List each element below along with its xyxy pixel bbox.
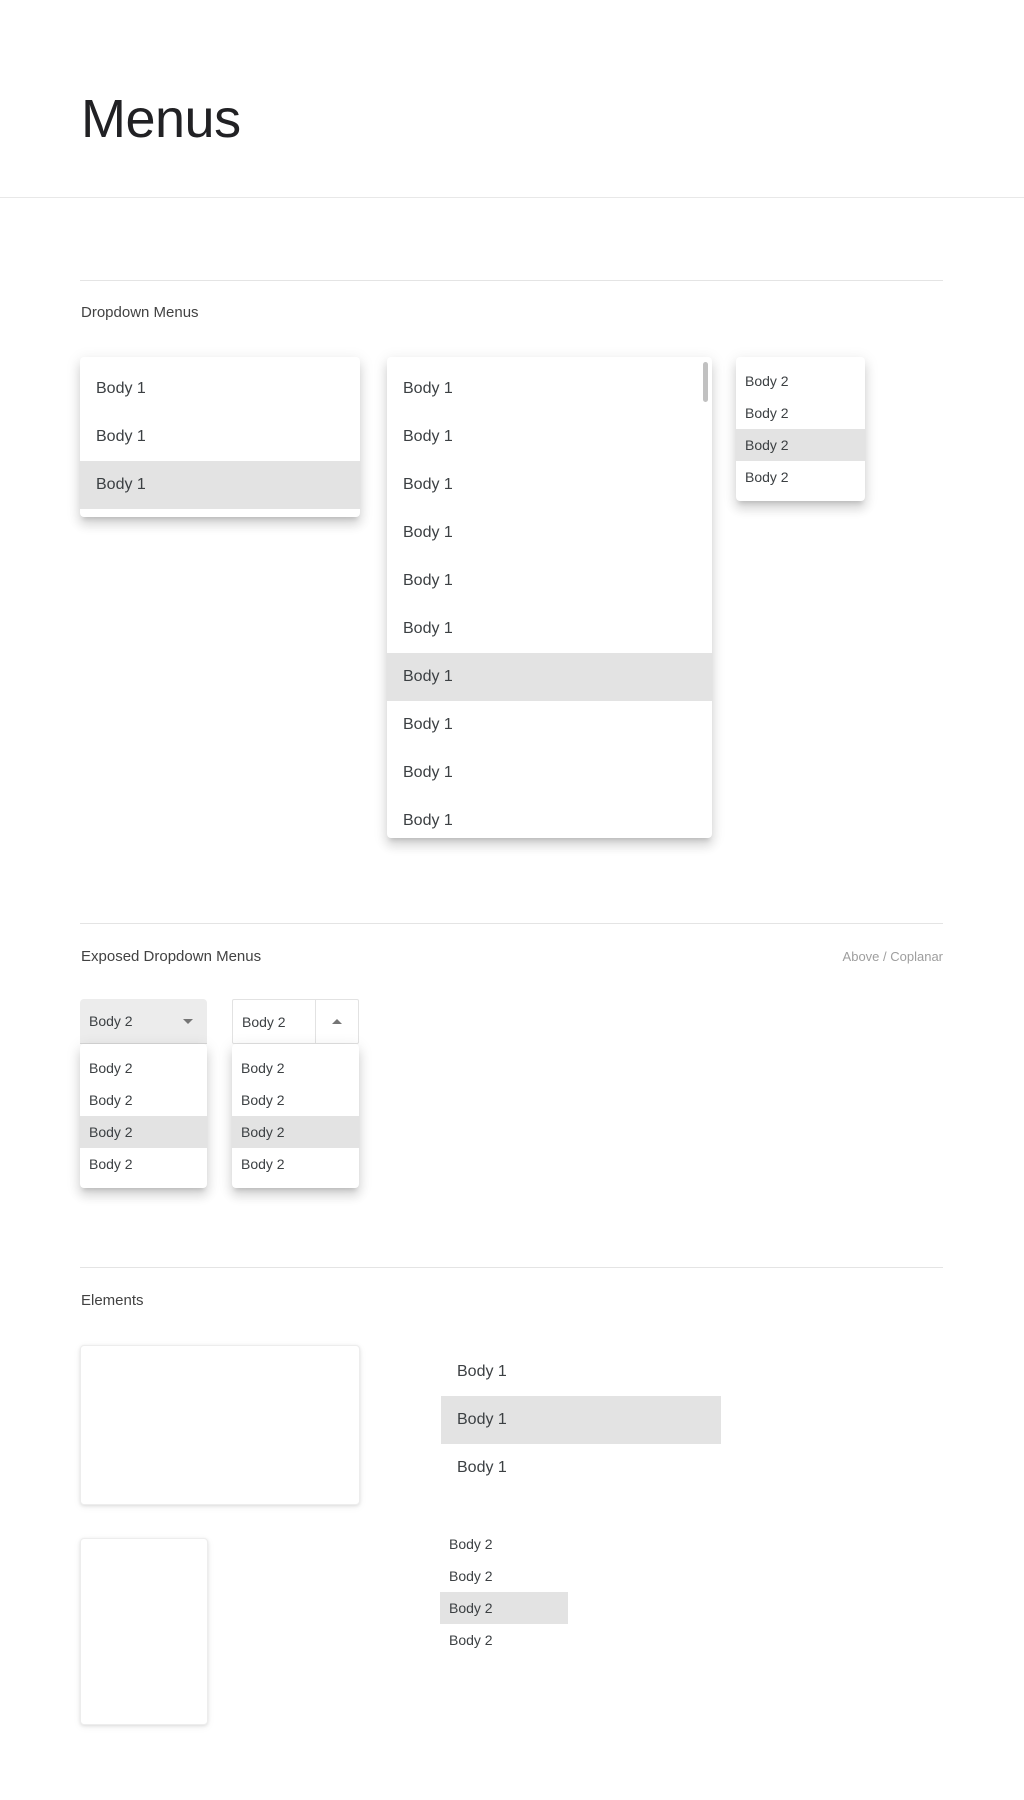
menu-item[interactable]: Body 2: [241, 1092, 285, 1108]
dropup-arrow-icon: [332, 1019, 342, 1024]
menu-item[interactable]: Body 1: [403, 620, 453, 637]
section-divider-elements: [80, 1267, 943, 1268]
menu-item[interactable]: Body 2: [745, 405, 789, 421]
menu-item-selected[interactable]: Body 2: [80, 1116, 207, 1148]
section-heading-elements: Elements: [81, 1292, 144, 1309]
select-value: Body 2: [242, 1013, 286, 1030]
section-heading-exposed-dropdown-menus: Exposed Dropdown Menus: [81, 948, 262, 965]
menu-item[interactable]: Body 2: [241, 1060, 285, 1076]
menu-item[interactable]: Body 1: [403, 764, 453, 781]
exposed-dropdown-outlined-menu: [232, 1044, 359, 1188]
menu-item[interactable]: Body 1: [403, 380, 453, 397]
menu-item[interactable]: Body 2: [449, 1568, 493, 1584]
dropdown-menu-dense: [736, 357, 865, 501]
dropdown-menu-small: [80, 357, 360, 517]
menu-item[interactable]: Body 2: [89, 1092, 133, 1108]
section-divider-exposed-dropdown-menus: [80, 923, 943, 924]
menu-item[interactable]: Body 1: [96, 428, 146, 445]
select-value: Body 2: [89, 1013, 133, 1029]
menu-item[interactable]: Body 2: [449, 1536, 493, 1552]
above-coplanar-link[interactable]: Above / Coplanar: [842, 949, 943, 964]
menu-item[interactable]: Body 1: [403, 428, 453, 445]
exposed-dropdown-filled-menu: [80, 1044, 207, 1188]
exposed-dropdown-filled[interactable]: [80, 999, 207, 1044]
section-heading-dropdown-menus: Dropdown Menus: [81, 304, 199, 321]
exposed-dropdown-outlined[interactable]: [232, 999, 359, 1044]
menu-item[interactable]: Body 1: [403, 716, 453, 733]
empty-menu-surface-large: [80, 1345, 360, 1505]
dropdown-arrow-icon: [183, 1019, 193, 1024]
menu-item-list-dense: [440, 1528, 568, 1656]
scrollbar-thumb[interactable]: [703, 362, 708, 402]
menu-item[interactable]: Body 2: [745, 373, 789, 389]
menu-item[interactable]: Body 2: [241, 1156, 285, 1172]
menu-item[interactable]: Body 1: [457, 1459, 507, 1476]
page-title: Menus: [81, 89, 241, 149]
menu-item[interactable]: Body 1: [403, 476, 453, 493]
menu-item[interactable]: Body 1: [403, 812, 453, 829]
menu-item[interactable]: Body 1: [403, 524, 453, 541]
section-divider-dropdown-menus: [80, 280, 943, 281]
header-divider: [0, 197, 1024, 198]
select-arrow-section[interactable]: [315, 1000, 358, 1043]
menu-item[interactable]: Body 2: [745, 469, 789, 485]
menu-item-selected[interactable]: Body 2: [736, 429, 865, 461]
menu-item-selected[interactable]: Body 1: [80, 461, 360, 509]
menu-item[interactable]: Body 2: [89, 1060, 133, 1076]
menu-item[interactable]: Body 2: [89, 1156, 133, 1172]
menu-item-list: [441, 1348, 721, 1492]
menu-item-selected[interactable]: Body 2: [440, 1592, 568, 1624]
empty-menu-surface-small: [80, 1538, 208, 1725]
menu-item[interactable]: Body 1: [96, 380, 146, 397]
dropdown-menu-scrollable: [387, 357, 712, 838]
menu-item[interactable]: Body 2: [449, 1632, 493, 1648]
menu-item-selected[interactable]: Body 1: [441, 1396, 721, 1444]
menu-item-selected[interactable]: Body 2: [232, 1116, 359, 1148]
menu-item[interactable]: Body 1: [403, 572, 453, 589]
menu-item[interactable]: Body 1: [457, 1363, 507, 1380]
menu-item-selected[interactable]: Body 1: [387, 653, 712, 701]
